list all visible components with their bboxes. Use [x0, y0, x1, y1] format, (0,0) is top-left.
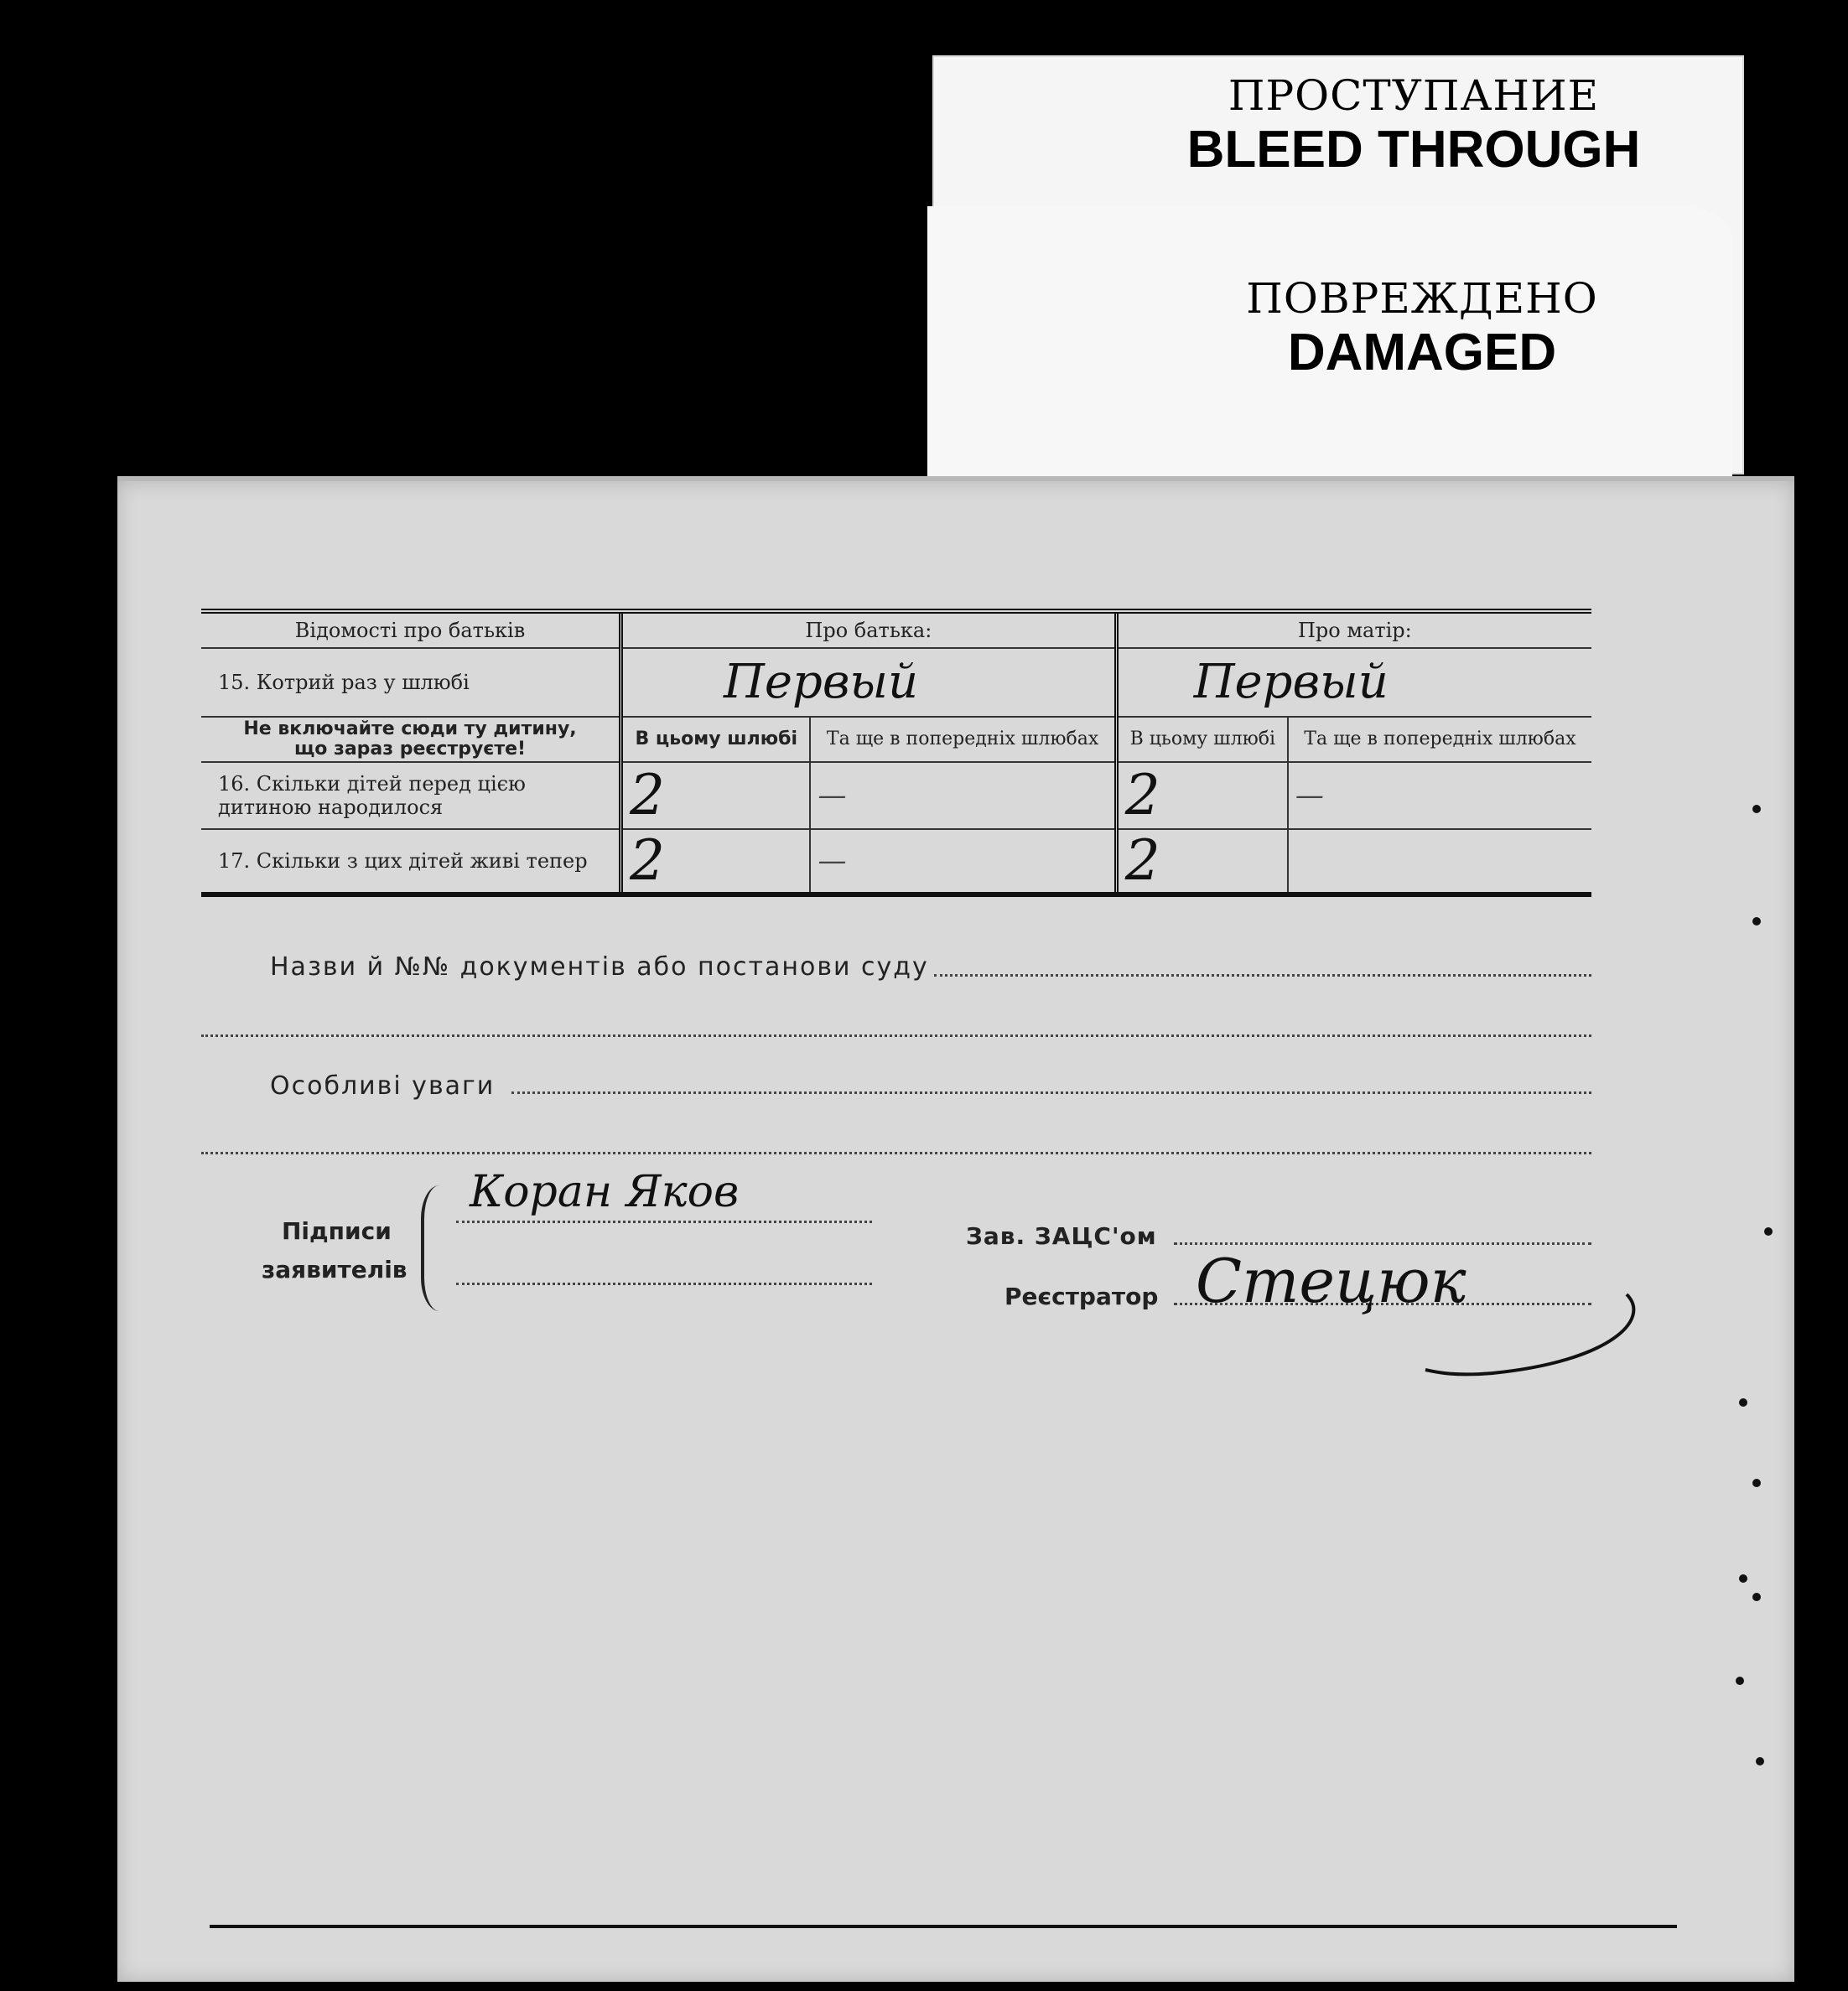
applicant-signature-line-1 [456, 1221, 872, 1223]
documents-label: Назви й №№ документів або постанови суду [270, 952, 929, 982]
registrar-signature: Стецюк [1196, 1246, 1466, 1316]
punch-hole [1739, 1574, 1747, 1583]
registrar-label: Реєстратор [1004, 1283, 1159, 1310]
row16-mother-prev: — [1288, 762, 1591, 829]
sub-father-prev: Та ще в попередніх шлюбах [810, 717, 1116, 762]
bleed-through-en-text: BLEED THROUGH [1186, 121, 1641, 179]
applicant-signature-line-2 [456, 1283, 872, 1285]
header-info: Відомості про батьків [201, 611, 621, 648]
row16-father-prev: — [810, 762, 1116, 829]
form-sheet [117, 476, 1794, 1982]
notes-label: Особливі уваги [270, 1071, 496, 1101]
table-row [201, 648, 1591, 717]
notes-line [511, 1091, 1591, 1094]
row17-mother-prev [1288, 829, 1591, 894]
header-father: Про батька: [621, 611, 1117, 648]
damaged-card [927, 206, 1732, 483]
head-signature-line [1174, 1242, 1591, 1245]
warning-line-2: що зараз реєструєте! [293, 739, 527, 760]
punch-hole [1752, 805, 1761, 813]
punch-hole [1764, 1227, 1773, 1236]
sub-mother-prev: Та ще в попередніх шлюбах [1288, 717, 1591, 762]
punch-hole [1739, 1398, 1747, 1407]
applicant-signature: Коран Яков [470, 1167, 740, 1217]
punch-hole [1752, 917, 1761, 926]
warning-line-1: Не включайте сюди ту дитину, [243, 718, 577, 739]
row15-father-value: Первый [621, 648, 1117, 717]
row17-mother-this: 2 [1116, 829, 1288, 894]
table-row [201, 762, 1591, 829]
row16-label: 16. Скільки дітей перед цією дитиною народилося [201, 762, 621, 829]
row17-father-prev: — [810, 829, 1116, 894]
applicants-brace [421, 1185, 441, 1311]
notes-line-2 [201, 1152, 1591, 1154]
row15-mother-value: Первый [1116, 648, 1591, 717]
punch-hole [1756, 1757, 1764, 1765]
punch-hole [1752, 1479, 1761, 1487]
applicants-label-1: Підписи [282, 1217, 392, 1245]
row17-father-this: 2 [621, 829, 811, 894]
parents-info-table [201, 609, 1591, 897]
warning-cell [201, 717, 621, 762]
head-label: Зав. ЗАЦС'ом [966, 1222, 1157, 1250]
sub-mother-this: В цьому шлюбі [1116, 717, 1288, 762]
row15-label: 15. Котрий раз у шлюбі [201, 648, 621, 717]
punch-hole [1752, 1593, 1761, 1601]
documents-line-2 [201, 1034, 1591, 1037]
table-row [201, 829, 1591, 894]
sub-father-this: В цьому шлюбі [621, 717, 811, 762]
table-row [201, 717, 1591, 762]
bottom-rule [210, 1925, 1677, 1928]
row17-label: 17. Скільки з цих дітей живі тепер [201, 829, 621, 894]
registrar-signature-flourish [1358, 1286, 1660, 1387]
header-mother: Про матір: [1116, 611, 1591, 648]
table-header-row [201, 611, 1591, 648]
applicants-label-2: заявителів [262, 1256, 407, 1283]
damaged-ru-text: ПОВРЕЖДЕНО [1246, 274, 1598, 323]
row16-mother-this: 2 [1116, 762, 1288, 829]
punch-hole [1736, 1677, 1744, 1685]
row16-father-this: 2 [621, 762, 811, 829]
bleed-through-ru-text: ПРОСТУПАНИЕ [1228, 71, 1600, 120]
damaged-en-text: DAMAGED [1287, 324, 1557, 381]
documents-line [934, 974, 1591, 977]
